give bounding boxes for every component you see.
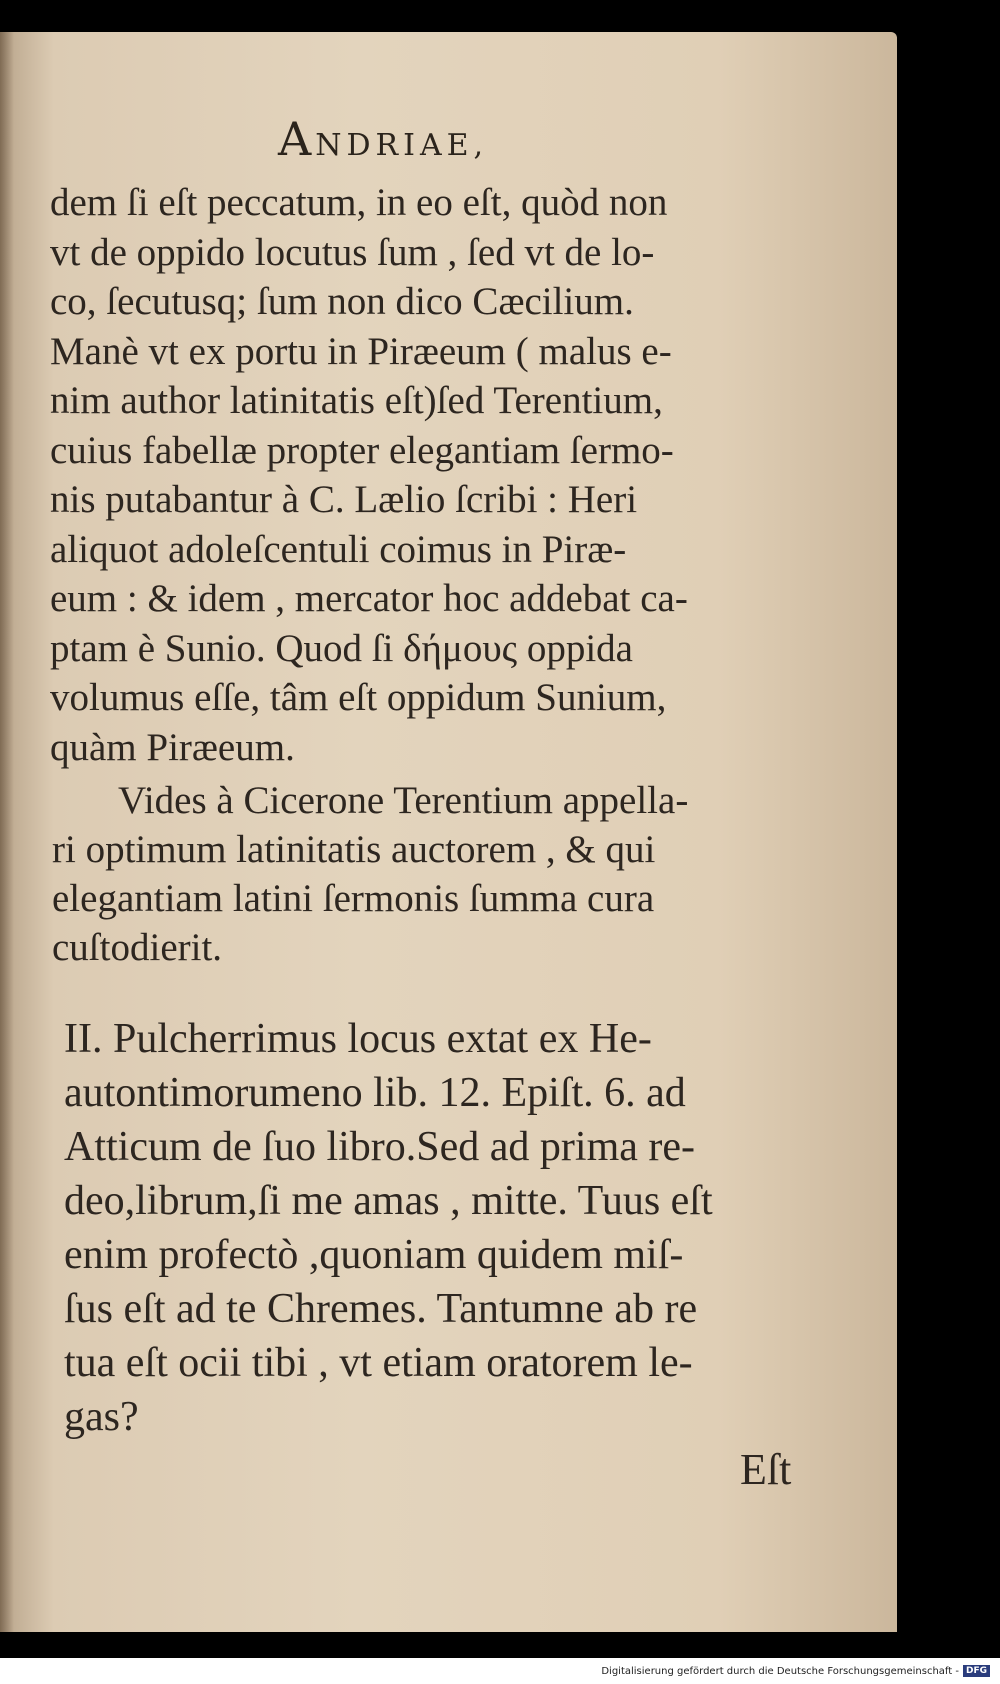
text-line: deo,librum,ſi me amas , mitte. Tuus eſt bbox=[64, 1178, 713, 1224]
paragraph-2 bbox=[52, 776, 688, 972]
text-line: Atticum de ſuo libro.Sed ad prima re- bbox=[64, 1124, 696, 1170]
text-line: elegantiam latini ſermonis ſumma cura bbox=[52, 877, 655, 920]
text-line: cuſtodierit. bbox=[52, 926, 223, 969]
text-line: nis putabantur à C. Lælio ſcribi : Heri bbox=[50, 478, 638, 521]
running-head bbox=[278, 112, 578, 166]
text-line: enim profectò ,quoniam quidem miſ- bbox=[64, 1232, 684, 1278]
text-line: ſus eſt ad te Chremes. Tantumne ab re bbox=[64, 1286, 698, 1332]
text-line: Vides à Cicerone Terentium appella- bbox=[118, 779, 689, 822]
text-line: II. Pulcherrimus locus extat ex He- bbox=[64, 1016, 652, 1062]
text-line: ptam è Sunio. Quod ſi δήμους oppida bbox=[50, 626, 633, 670]
text-line: co, ſecutusq; ſum non dico Cæcilium. bbox=[50, 280, 634, 323]
running-head-initial: A bbox=[278, 112, 316, 166]
text-line: dem ſi eſt peccatum, in eo eſt, quòd non bbox=[50, 181, 668, 224]
text-line: ri optimum latinitatis auctorem , & qui bbox=[52, 828, 656, 871]
text-line: quàm Piræeum. bbox=[50, 725, 295, 769]
text-line: vt de oppido locutus ſum , ſed vt de lo- bbox=[50, 230, 655, 274]
text-line: autontimorumeno lib. 12. Epiſt. 6. ad bbox=[64, 1070, 686, 1116]
text-line: tua eſt ocii tibi , vt etiam oratorem le- bbox=[64, 1340, 693, 1386]
text-line: aliquot adoleſcentuli coimus in Piræ- bbox=[50, 527, 627, 571]
paragraph-3 bbox=[64, 1012, 713, 1444]
dfg-logo: DFG bbox=[963, 1665, 990, 1677]
catchword: Eſt bbox=[740, 1445, 792, 1494]
page-gutter-shadow bbox=[0, 32, 14, 1632]
text-line: nim author latinitatis eſt)ſed Terentium, bbox=[50, 379, 663, 422]
text-line: volumus eſſe, tâm eſt oppidum Sunium, bbox=[50, 676, 667, 719]
text-line: Manè vt ex portu in Piræeum ( malus e- bbox=[50, 329, 672, 373]
paragraph-1 bbox=[50, 178, 688, 772]
running-head-rest: NDRIAE, bbox=[315, 128, 489, 163]
text-line: eum : & idem , mercator hoc addebat ca- bbox=[50, 577, 688, 620]
text-line: cuius fabellæ propter elegantiam ſermo- bbox=[50, 428, 674, 472]
digitization-footer bbox=[0, 1658, 1000, 1684]
text-line: gas? bbox=[64, 1394, 139, 1440]
footer-credit: Digitalisierung gefördert durch die Deutsche Forschungsgemeinschaft - bbox=[601, 1665, 959, 1677]
